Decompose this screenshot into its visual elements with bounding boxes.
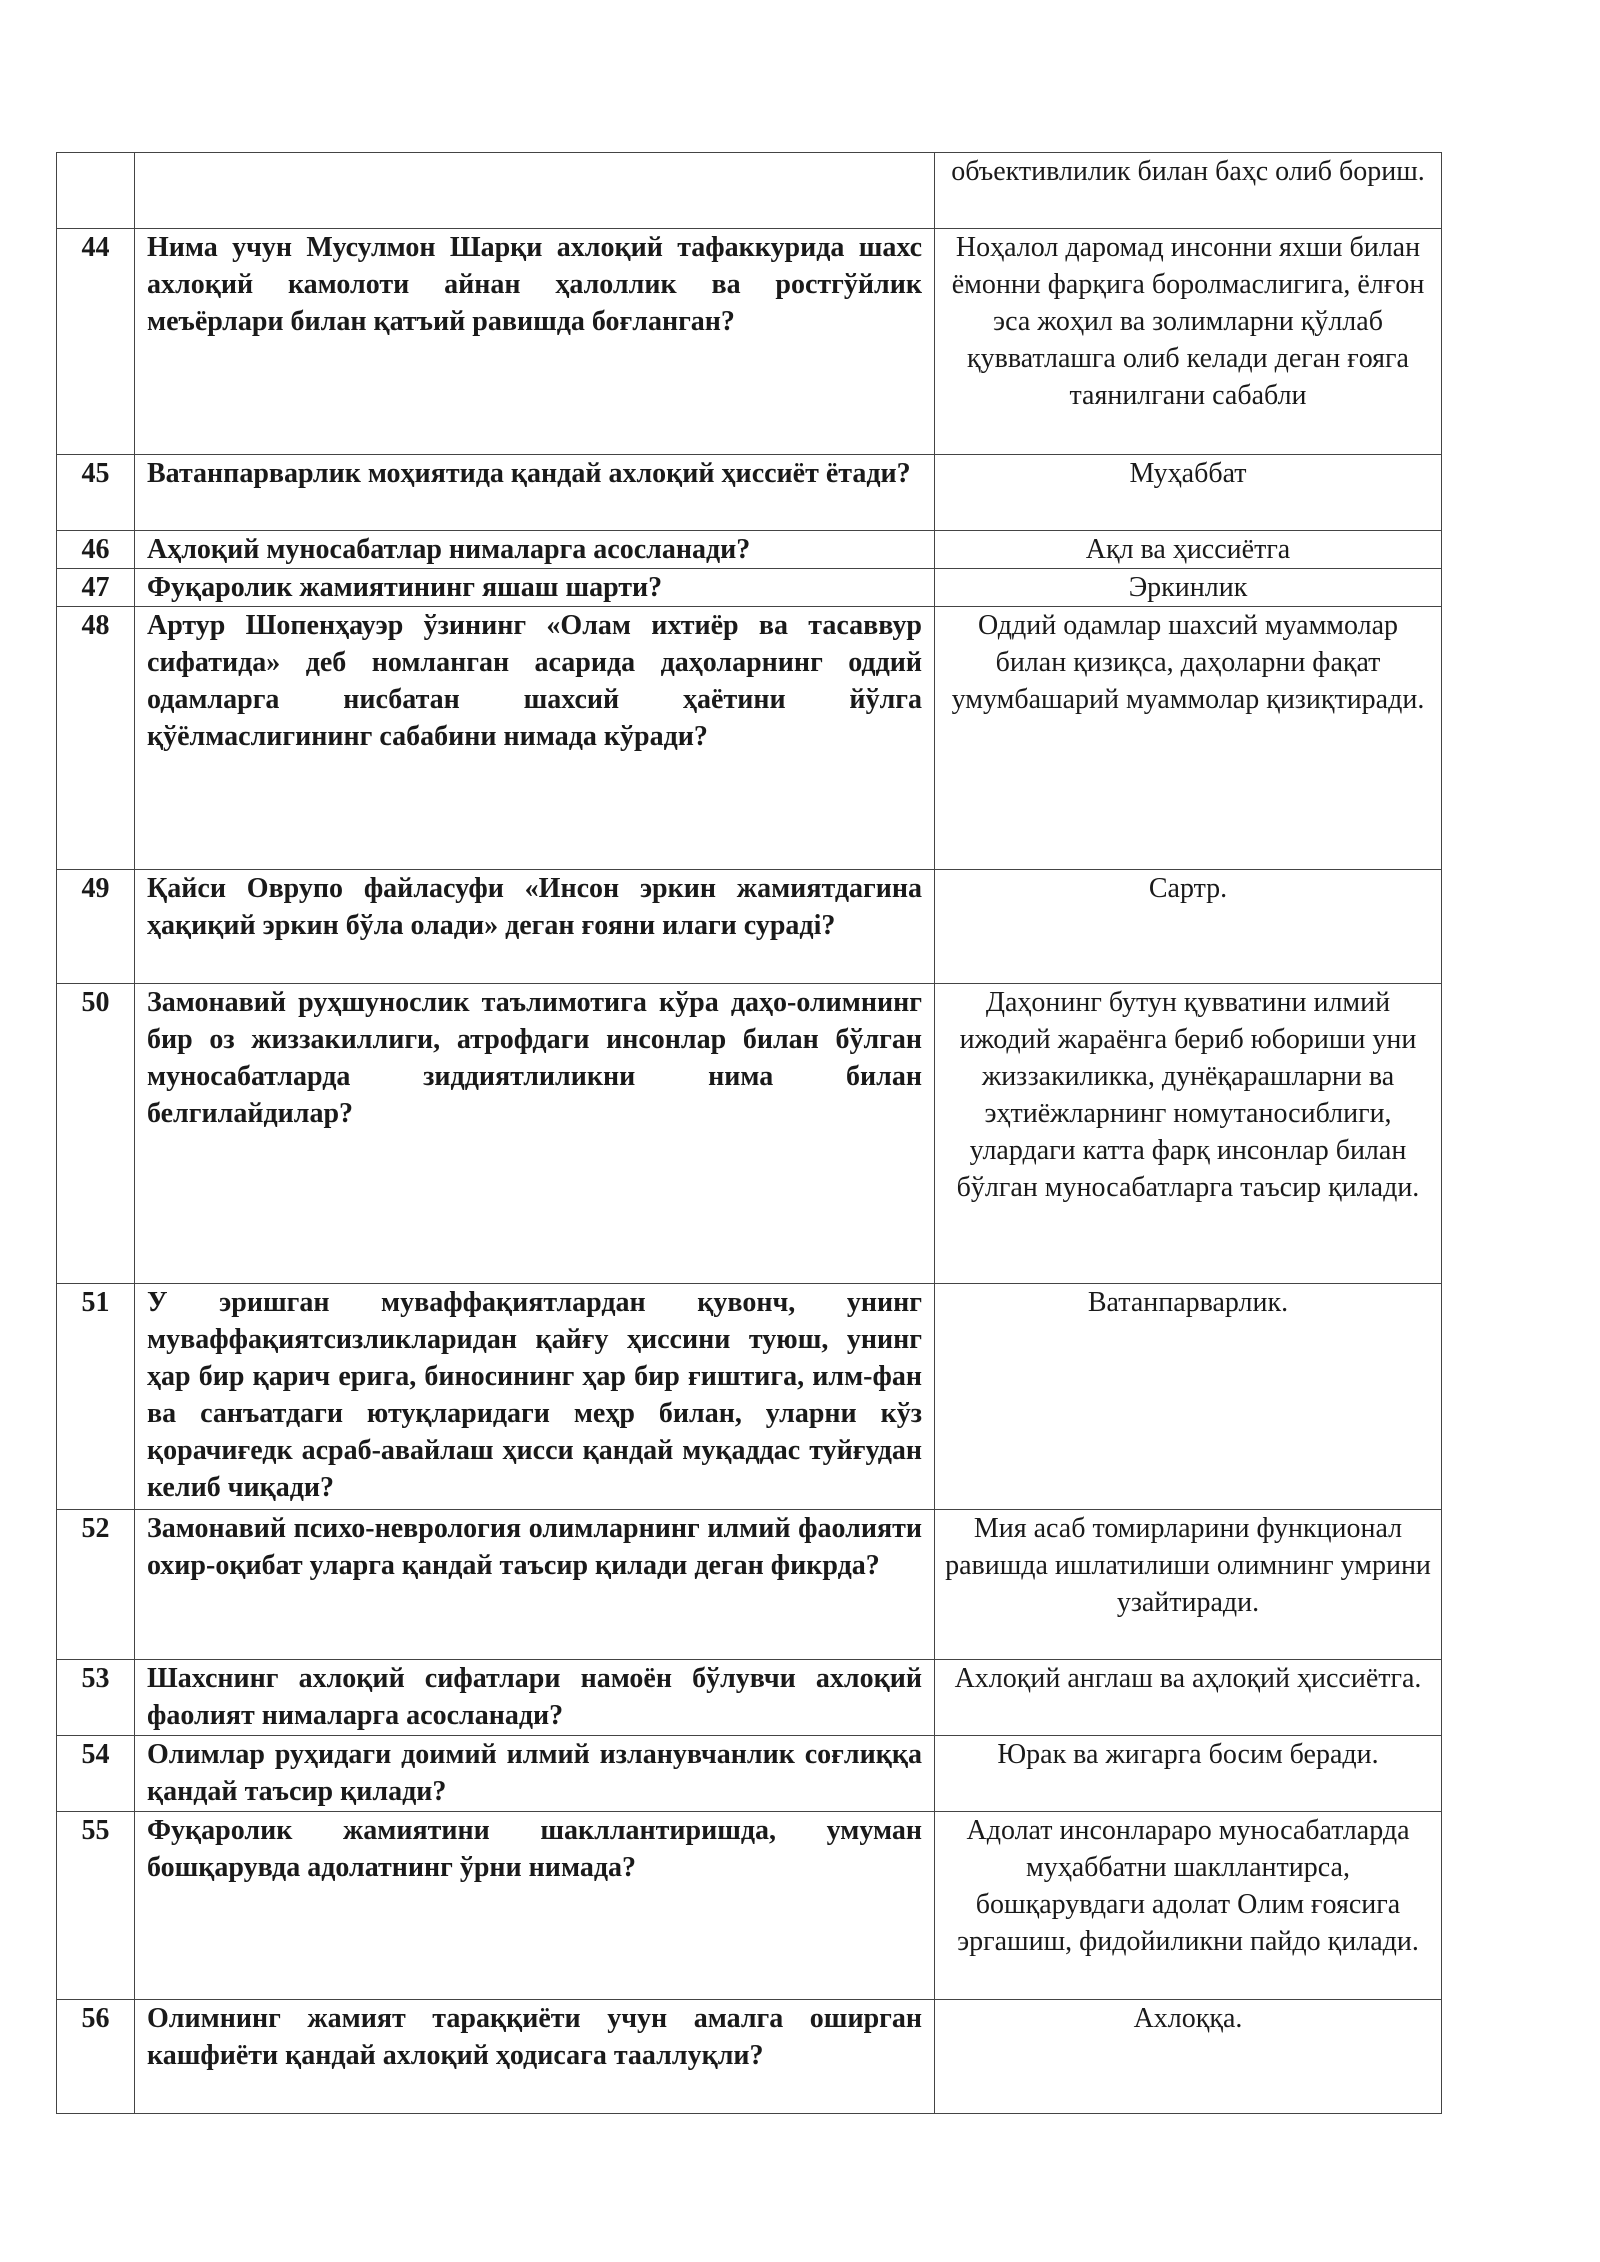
row-question: Замонавий психо-неврология олимларнинг илмий фаолияти охир-оқибат уларга қандай таъсир қилади деган фикрда? bbox=[135, 1510, 935, 1660]
row-answer: Ахлоққа. bbox=[935, 2000, 1442, 2114]
table-row bbox=[57, 1510, 1442, 1660]
row-answer: Муҳаббат bbox=[935, 455, 1442, 531]
row-question: Қайси Оврупо файласуфи «Инсон эркин жамиятдагина ҳақиқий эркин бўла олади» деган ғояни илаги сурадi? bbox=[135, 870, 935, 984]
row-question bbox=[135, 153, 935, 229]
row-number: 53 bbox=[57, 1660, 135, 1736]
row-question: Нима учун Мусулмон Шарқи ахлоқий тафаккурида шахс ахлоқий камолоти айнан ҳалоллик ва ростгўйлик меъёрлари билан қатъий равишда боғланган? bbox=[135, 229, 935, 455]
row-answer: Даҳонинг бутун қувватини илмий ижодий жараёнга бериб юбориши уни жиззакиликка, дунёқарашларни ва эҳтиёжларнинг номутаносиблиги, улардаги катта фарқ инсонлар билан бўлган муносабатларга таъсир қилади. bbox=[935, 984, 1442, 1284]
row-answer: Юрак ва жигарга босим беради. bbox=[935, 1736, 1442, 1812]
table-row bbox=[57, 1660, 1442, 1736]
row-question: Артур Шопенҳауэр ўзининг «Олам ихтиёр ва тасаввур сифатида» деб номланган асарида даҳоларнинг оддий одамларга нисбатан шахсий ҳаётини йўлга қўёлмаслигининг сабабини нимада кўради? bbox=[135, 607, 935, 870]
row-question: Фуқаролик жамиятининг яшаш шарти? bbox=[135, 569, 935, 607]
row-number: 48 bbox=[57, 607, 135, 870]
row-answer: Ахлоқий англаш ва аҳлоқий ҳиссиётга. bbox=[935, 1660, 1442, 1736]
row-number: 54 bbox=[57, 1736, 135, 1812]
table-row bbox=[57, 531, 1442, 569]
table-row bbox=[57, 2000, 1442, 2114]
row-question: Шахснинг ахлоқий сифатлари намоён бўлувчи ахлоқий фаолият нималарга асосланади? bbox=[135, 1660, 935, 1736]
table-row bbox=[57, 1284, 1442, 1510]
row-question: Олимлар руҳидаги доимий илмий изланувчанлик соғлиққа қандай таъсир қилади? bbox=[135, 1736, 935, 1812]
row-answer: Сартр. bbox=[935, 870, 1442, 984]
row-question: Олимнинг жамият тараққиёти учун амалга оширган кашфиёти қандай ахлоқий ҳодисага тааллуқли? bbox=[135, 2000, 935, 2114]
table-row bbox=[57, 1736, 1442, 1812]
row-question: У эришган муваффақиятлардан қувонч, унинг муваффақиятсизликларидан қайғу ҳиссини туюш, унинг ҳар бир қарич ерига, биносининг ҳар бир ғиштига, илм-фан ва санъатдаги ютуқларидаги меҳр билан, уларни кўз қорачиғедк асраб-авайлаш ҳисси қандай муқаддас туйғудан келиб чиқади? bbox=[135, 1284, 935, 1510]
row-number: 46 bbox=[57, 531, 135, 569]
row-question: Аҳлоқий муносабатлар нималарга асосланади? bbox=[135, 531, 935, 569]
row-answer: Ноҳалол даромад инсонни яхши билан ёмонни фарқига боролмаслигига, ёлғон эса жоҳил ва золимларни қўллаб қувватлашга олиб келади деган ғояга таянилгани сабабли bbox=[935, 229, 1442, 455]
row-answer: Ақл ва ҳиссиётга bbox=[935, 531, 1442, 569]
row-number bbox=[57, 153, 135, 229]
table-row bbox=[57, 229, 1442, 455]
row-number: 55 bbox=[57, 1812, 135, 2000]
table-row bbox=[57, 870, 1442, 984]
table-row bbox=[57, 607, 1442, 870]
row-question: Фуқаролик жамиятини шакллантиришда, умуман бошқарувда адолатнинг ўрни нимада? bbox=[135, 1812, 935, 2000]
row-number: 52 bbox=[57, 1510, 135, 1660]
qa-table bbox=[56, 152, 1442, 2114]
row-answer: Оддий одамлар шахсий муаммолар билан қизиқса, даҳоларни фақат умумбашарий муаммолар қизиқтиради. bbox=[935, 607, 1442, 870]
row-answer: Эркинлик bbox=[935, 569, 1442, 607]
row-number: 45 bbox=[57, 455, 135, 531]
row-question: Замонавий руҳшунослик таълимотига кўра даҳо-олимнинг бир оз жиззакиллиги, атрофдаги инсонлар билан бўлган муносабатларда зиддиятлиликни нима билан белгилайдилар? bbox=[135, 984, 935, 1284]
row-answer: Ватанпарварлик. bbox=[935, 1284, 1442, 1510]
row-number: 49 bbox=[57, 870, 135, 984]
row-number: 56 bbox=[57, 2000, 135, 2114]
row-answer: Адолат инсонлараро муносабатларда муҳаббатни шакллантирса, бошқарувдаги адолат Олим ғоясига эргашиш, фидойиликни пайдо қилади. bbox=[935, 1812, 1442, 2000]
row-number: 50 bbox=[57, 984, 135, 1284]
table-row bbox=[57, 455, 1442, 531]
table-row bbox=[57, 569, 1442, 607]
row-question: Ватанпарварлик моҳиятида қандай ахлоқий ҳиссиёт ётади? bbox=[135, 455, 935, 531]
row-answer: Мия асаб томирларини функционал равишда ишлатилиши олимнинг умрини узайтиради. bbox=[935, 1510, 1442, 1660]
table-row bbox=[57, 984, 1442, 1284]
row-number: 51 bbox=[57, 1284, 135, 1510]
table-row bbox=[57, 1812, 1442, 2000]
row-answer: объективлилик билан баҳс олиб бориш. bbox=[935, 153, 1442, 229]
row-number: 44 bbox=[57, 229, 135, 455]
row-number: 47 bbox=[57, 569, 135, 607]
table-row bbox=[57, 153, 1442, 229]
